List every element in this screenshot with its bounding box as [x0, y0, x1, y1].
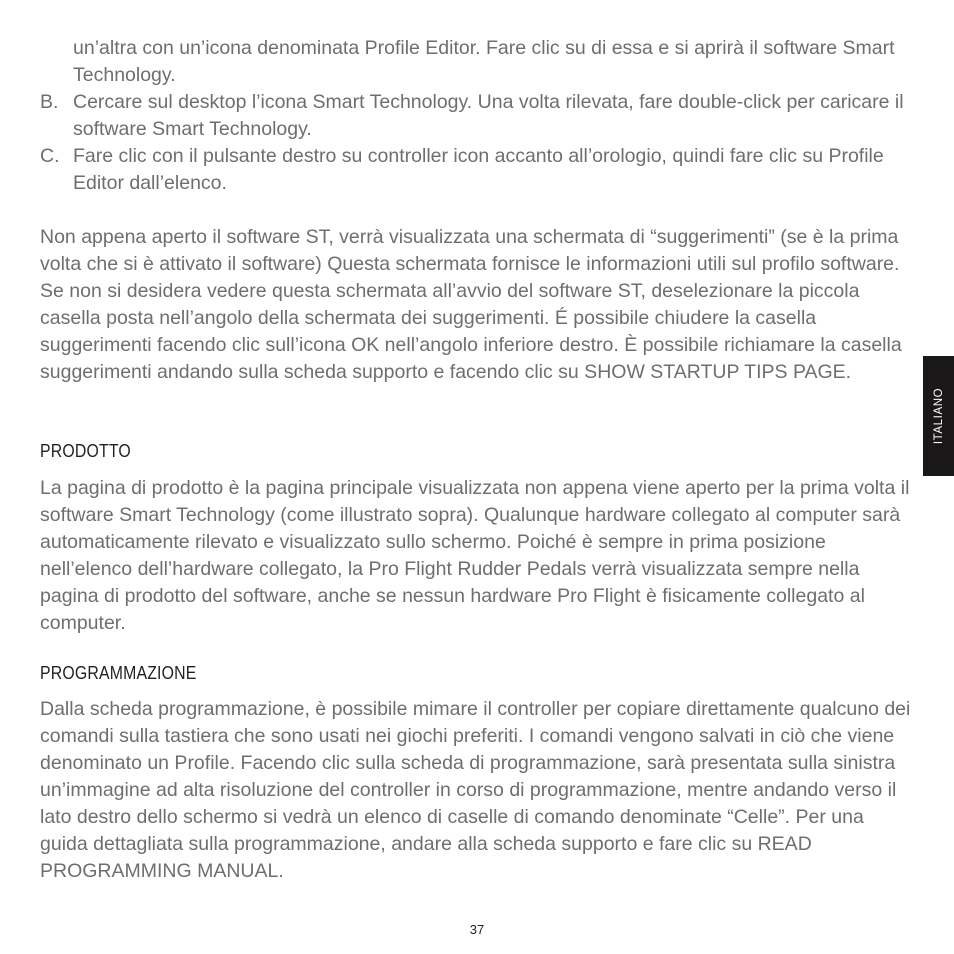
section-heading-programmazione: PROGRAMMAZIONE [40, 663, 197, 683]
page-number: 37 [469, 922, 485, 937]
list-continuation [40, 35, 920, 89]
list-marker: B. [40, 91, 59, 113]
list-item-c [40, 143, 920, 197]
intro-paragraph: Non appena aperto il software ST, verrà visualizzata una schermata di “suggerimenti” (se è la prima volta che si è attivato il software) Questa schermata fornisce le informazioni utili sul profilo software. Se non si desidera vedere questa schermata all’avvio del software ST, deselezionare la piccola casella posta nell’angolo della schermata dei suggerimenti. É possibile chiudere la casella suggerimenti facendo clic sull’icona OK nell’angolo inferiore destro. È possibile richiamare la casella suggerimenti andando sulla scheda supporto e facendo clic su SHOW STARTUP TIPS PAGE. [40, 226, 902, 383]
list-item-text: Cercare sul desktop l’icona Smart Technology. Una volta rilevata, fare double-click per caricare il software Smart Technology. [73, 91, 904, 140]
list-item-b [40, 89, 920, 143]
language-tab-label: ITALIANO [932, 387, 945, 445]
list-marker: C. [40, 145, 60, 167]
list-item-text: Fare clic con il pulsante destro su controller icon accanto all’orologio, quindi fare clic su Profile Editor dall’elenco. [73, 145, 884, 194]
list-continuation-text: un’altra con un’icona denominata Profile Editor. Fare clic su di essa e si aprirà il software Smart Technology. [73, 37, 895, 86]
section-body-prodotto: La pagina di prodotto è la pagina principale visualizzata non appena viene aperto per la prima volta il software Smart Technology (come illustrato sopra). Qualunque hardware collegato al computer sarà automaticamente rilevato e visualizzato sullo schermo. Poiché è sempre in prima posizione nell’elenco dell’hardware collegato, la Pro Flight Rudder Pedals verrà visualizzata sempre nella pagina di prodotto del software, anche se nessun hardware Pro Flight è fisicamente collegato al computer. [40, 477, 910, 634]
section-heading-prodotto: PRODOTTO [40, 441, 131, 461]
section-body-programmazione: Dalla scheda programmazione, è possibile mimare il controller per copiare direttamente qualcuno dei comandi sulla tastiera che sono usati nei giochi preferiti. I comandi vengono salvati in ciò che viene denominato un Profile. Facendo clic sulla scheda di programmazione, sarà presentata sulla sinistra un’immagine ad alta risoluzione del controller in corso di programmazione, mentre andando verso il lato destro dello schermo si vedrà un elenco di caselle di comando denominate “Celle”. Per una guida dettagliata sulla programmazione, andare alla scheda supporto e fare clic su READ PROGRAMMING MANUAL. [40, 698, 911, 882]
language-side-tab [923, 356, 954, 476]
